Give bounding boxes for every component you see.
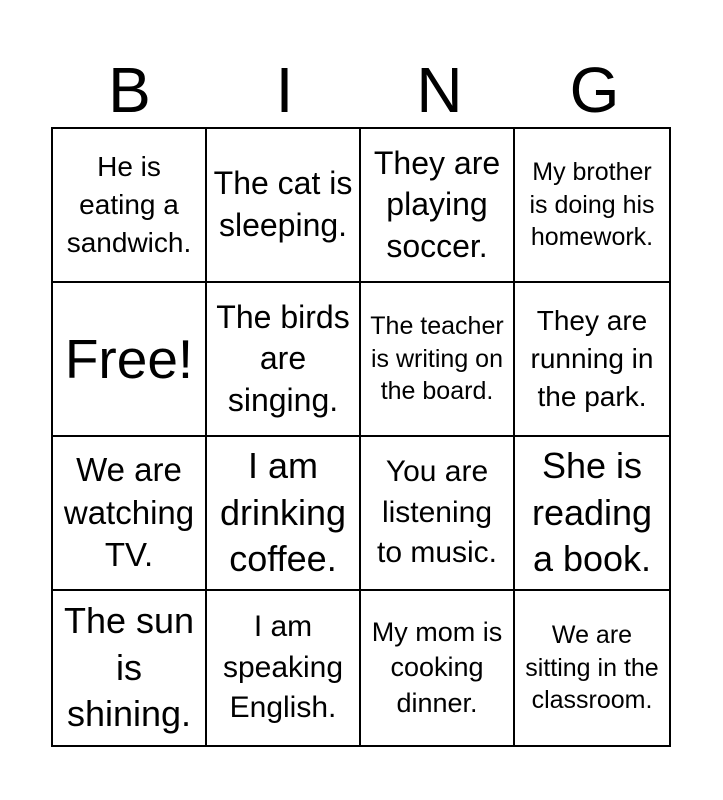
bingo-cell[interactable]	[53, 437, 207, 591]
cell-text: They are running in the park.	[530, 305, 654, 412]
bingo-cell[interactable]	[53, 283, 207, 437]
cell-text: She is reading a book.	[531, 444, 653, 580]
cell-text: We are sitting in the classroom.	[525, 621, 659, 715]
bingo-cell[interactable]	[361, 283, 515, 437]
cell-text: My mom is cooking dinner.	[371, 617, 503, 718]
cell-text: I am speaking English.	[222, 610, 344, 725]
bingo-cell[interactable]	[207, 129, 361, 283]
bingo-cell[interactable]	[53, 591, 207, 745]
cell-text: You are listening to music.	[376, 455, 498, 570]
header-letter-b: B	[108, 54, 151, 126]
bingo-board	[51, 127, 671, 747]
header-letter-g: G	[569, 54, 620, 126]
header-letter-n: N	[416, 54, 463, 126]
bingo-cell[interactable]	[53, 129, 207, 283]
bingo-cell[interactable]	[207, 283, 361, 437]
cell-text: I am drinking coffee.	[219, 444, 347, 580]
bingo-cell[interactable]	[361, 129, 515, 283]
bingo-cell[interactable]	[515, 591, 669, 745]
bingo-cell[interactable]	[515, 437, 669, 591]
cell-text: The sun is shining.	[63, 599, 195, 735]
bingo-cell[interactable]	[361, 437, 515, 591]
free-space: Free!	[64, 328, 194, 390]
cell-text: He is eating a sandwich.	[66, 151, 192, 258]
cell-text: The teacher is writing on the board.	[370, 312, 504, 406]
bingo-cell[interactable]	[361, 591, 515, 745]
cell-text: They are playing soccer.	[373, 144, 501, 264]
bingo-cell[interactable]	[515, 129, 669, 283]
header-letter-i: I	[275, 54, 294, 126]
bingo-header	[52, 52, 672, 128]
cell-text: The cat is sleeping.	[213, 165, 353, 243]
cell-text: We are watching TV.	[63, 450, 195, 574]
bingo-cell[interactable]	[515, 283, 669, 437]
bingo-cell[interactable]	[207, 591, 361, 745]
cell-text: The birds are singing.	[216, 298, 350, 418]
bingo-cell[interactable]	[207, 437, 361, 591]
cell-text: My brother is doing his homework.	[529, 158, 655, 252]
